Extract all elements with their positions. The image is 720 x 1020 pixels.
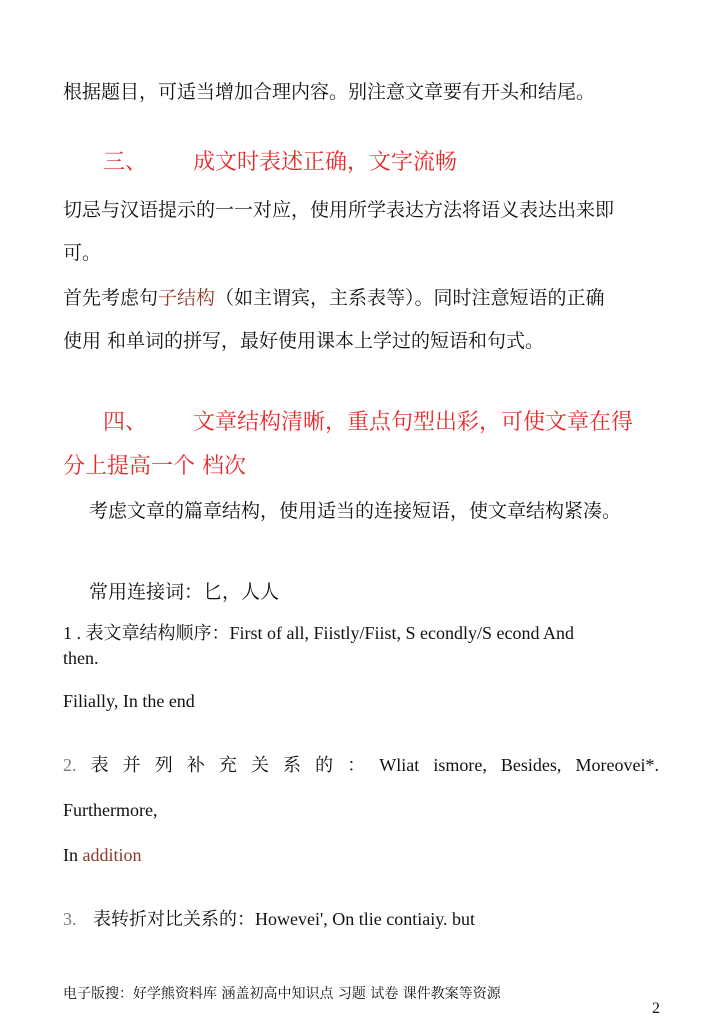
list-item-2-number: 2. [63,755,77,775]
list-item-1-cont: then. [63,648,99,668]
list-item-2-word: Wliat [379,755,420,775]
list-item-1-label: 1 . 表文章结构顺序： [63,623,230,643]
list-item-2-word: Besides, [500,755,562,775]
list-item-2 [63,752,659,778]
page-footer: 电子版搜：好学熊资料库 涵盖初高中知识点 习题 试卷 课件教案等资源 [63,986,501,1002]
list-item-3-text: 表转折对比关系的：Howevei', On tlie contiaiy. but [93,909,476,929]
section-heading-3-title: 成文时表述正确，文字流畅 [193,150,458,175]
list-item-2-word: ismore, [433,755,487,775]
list-item-2-word: 表 [90,755,109,775]
section-heading-3-number: 三、 [103,150,148,175]
list-item-2-word: 系 [283,755,302,775]
list-item-1-cont-2: Filially, In the end [63,691,195,711]
list-item-2-word: 充 [218,755,237,775]
section-heading-4-number: 四、 [103,410,148,435]
list-item-1-words: First of all, Fiistly/Fiist, S econdly/S econd And [229,623,575,643]
section-heading-3 [63,150,457,176]
section-heading-4-title-2: 分上提高一个 档次 [63,454,246,479]
body-line-1: 根据题目，可适当增加合理内容。别注意文章要有开头和结尾。 [63,81,596,103]
list-item-2-addition: addition [82,845,142,865]
body-line-4-part-2: （如主谓宾，主系表等）。同时注意短语的正确 [215,287,605,309]
list-item-2-word: 补 [186,755,205,775]
page-number: 2 [652,1000,660,1017]
body-line-4-part-1: 首先考虑句 [63,287,159,309]
list-item-3-number: 3. [63,909,77,929]
section-heading-4-title-1: 文章结构清晰，重点句型出彩，可使文章在得 [193,410,634,435]
list-item-2-cont: Furthermore, [63,800,158,820]
list-item-2-word: 关 [250,755,269,775]
body-line-7: 常用连接词：匕，人人 [89,581,280,603]
list-item-2-cont-2 [63,842,142,868]
list-item-2-word: 的 [315,755,334,775]
body-line-4 [63,285,605,311]
body-line-3: 可。 [63,242,102,264]
list-item-2-word: 列 [154,755,173,775]
list-item-3 [63,906,475,932]
list-item-1 [63,620,574,646]
list-item-2-word: Moreovei*. [575,755,659,775]
list-item-2-word: 并 [122,755,141,775]
body-line-4-highlight: 子结构 [158,287,216,309]
body-line-2: 切忌与汉语提示的一一对应，使用所学表达方法将语义表达出来即 [63,199,615,221]
body-line-5: 使用 和单词的拼写，最好使用课本上学过的短语和句式。 [63,330,545,352]
list-item-2-word: ： [347,755,366,775]
section-heading-4 [63,410,633,436]
list-item-2-in: In [63,845,83,865]
body-line-6: 考虑文章的篇章结构，使用适当的连接短语，使文章结构紧凑。 [89,500,622,522]
